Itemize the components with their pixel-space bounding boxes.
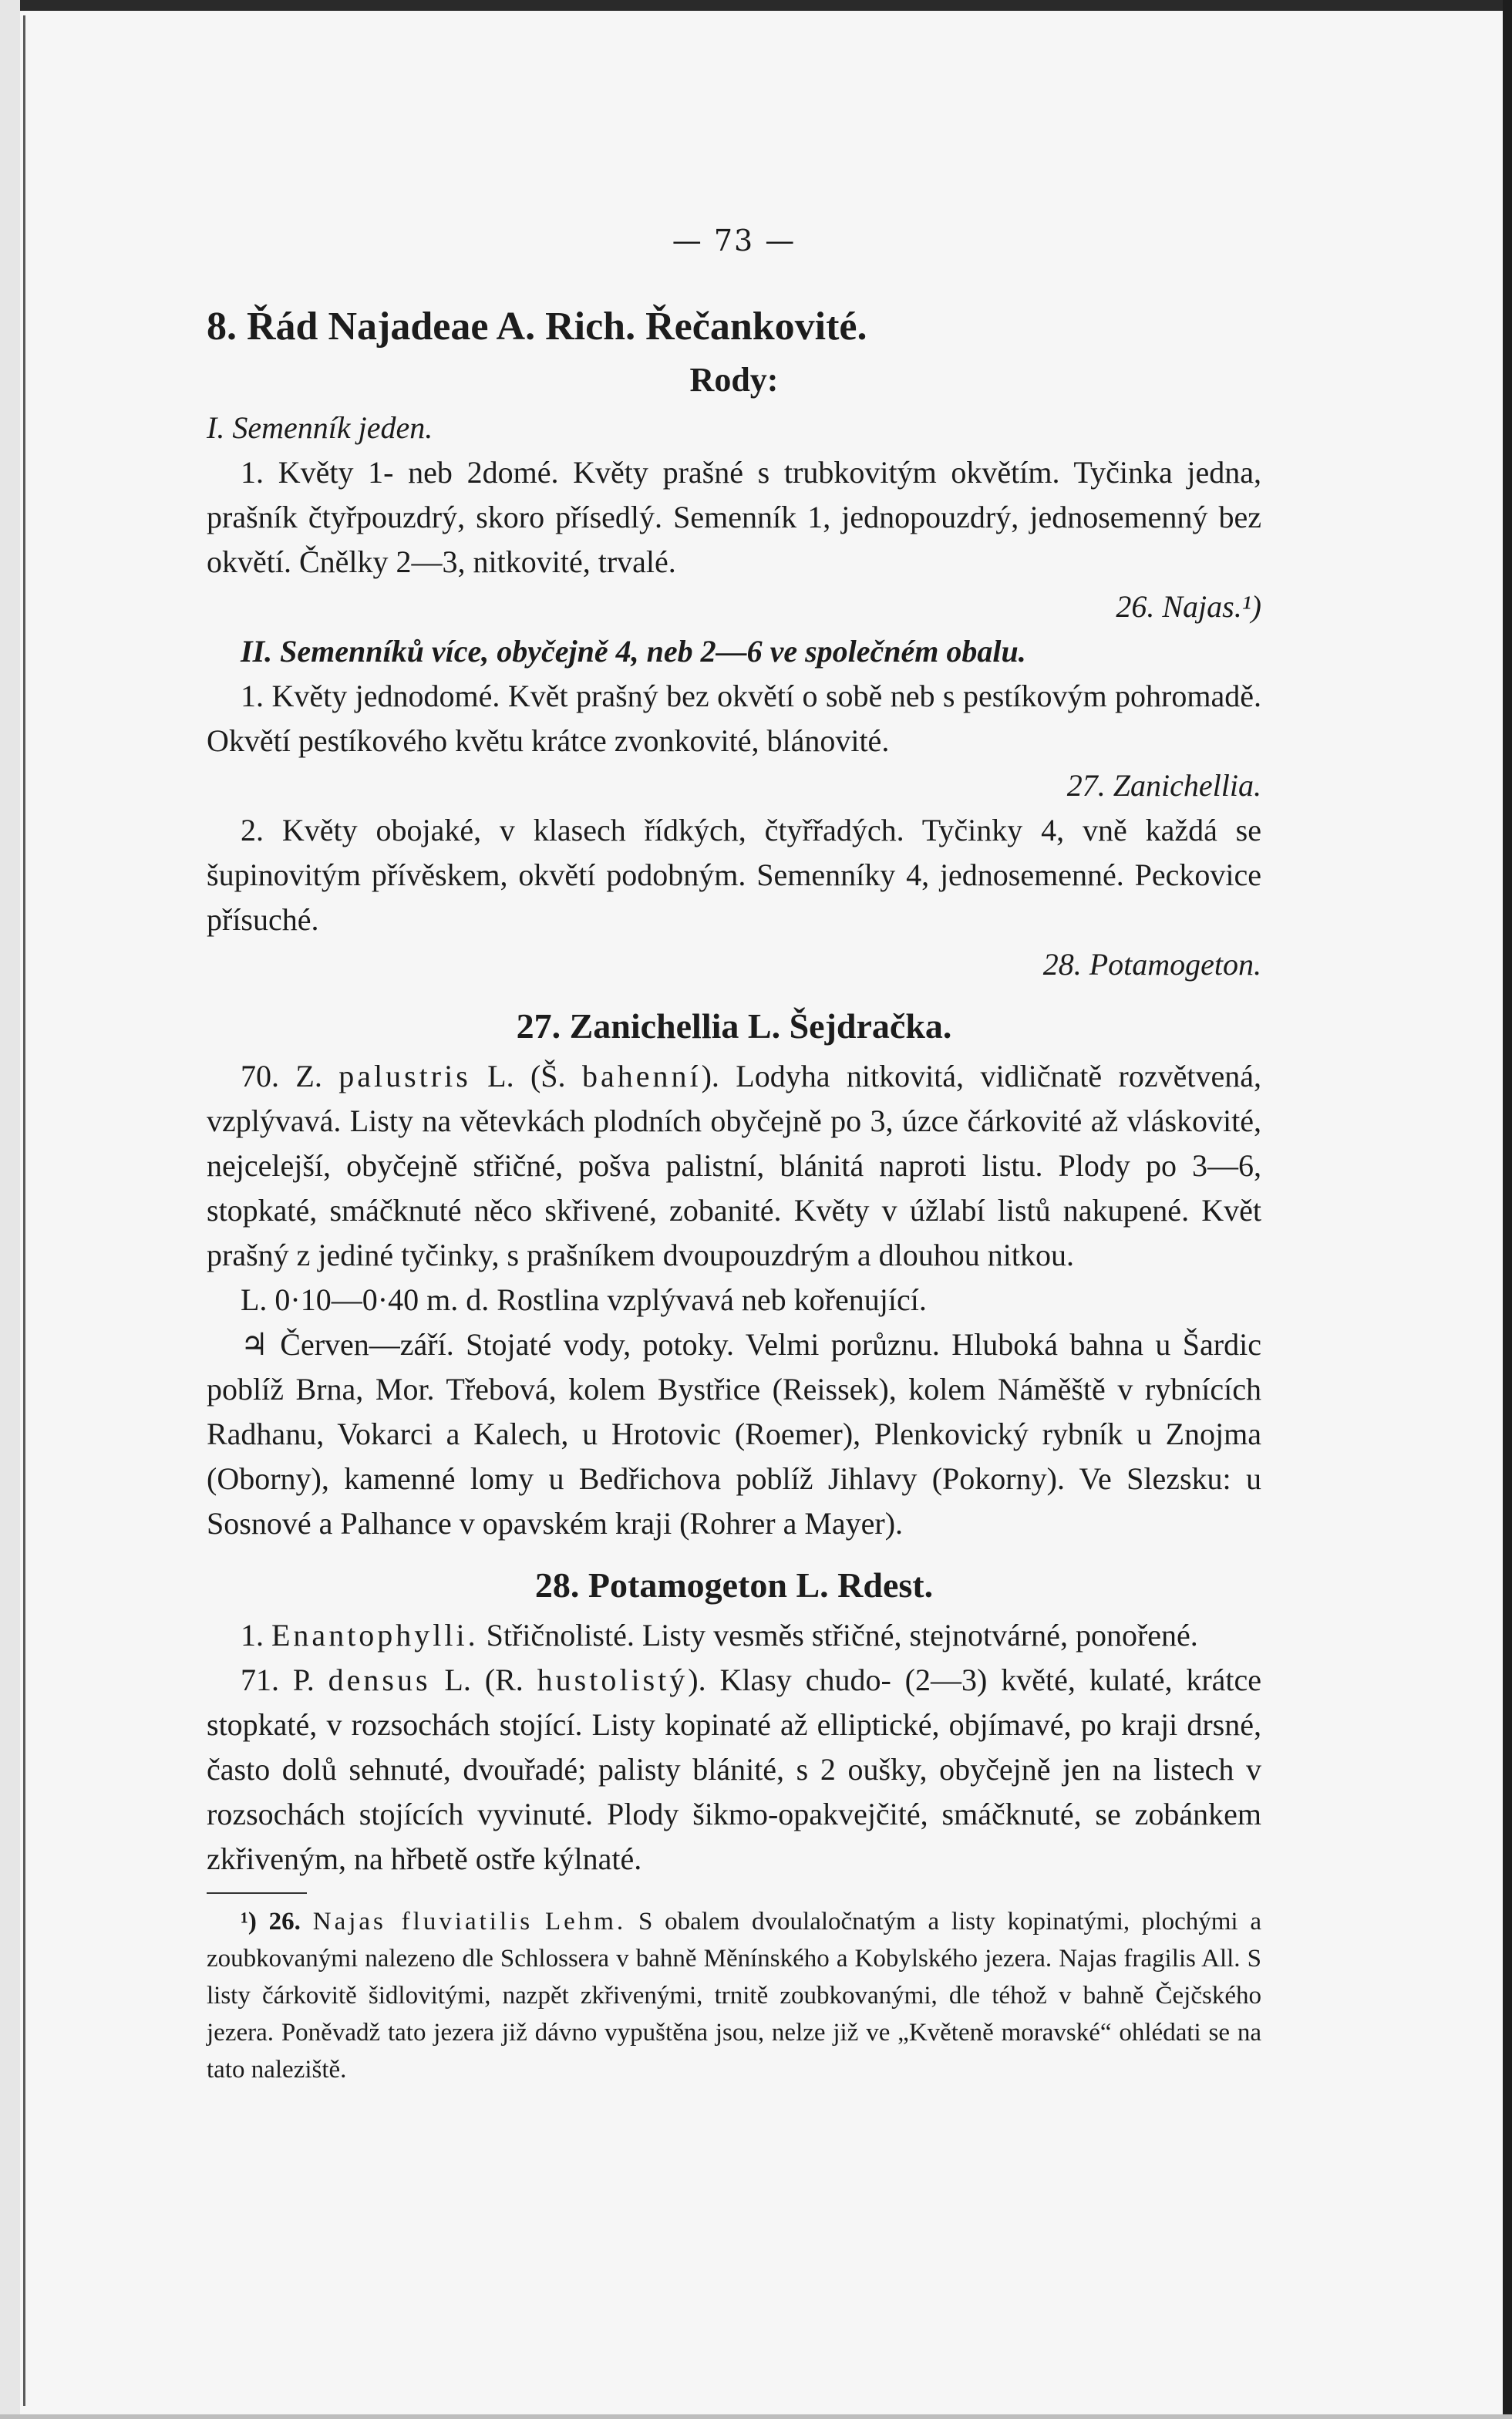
species-description-text: ). Lodyha nitkovitá, vidličnatě rozvětvená, vzplývavá. Listy na větevkách plodních obyčejně po 3, úzce čárkovité až vláskovité, nejcelejší, obyčejně střičné, pošva palistní, blánitá naproti listu. Plody po 3—6, stopkaté, smáčknuté něco skřivené, zobanité. Květy v úžlabí listů nakupené. Květ prašný z jediné tyčinky, s prašníkem dvoupouzdrým a dlouhou nitkou. xyxy=(207,1059,1261,1272)
key-item3-result: 28. Potamogeton. xyxy=(1042,947,1261,982)
potamogeton-group xyxy=(207,1613,1261,1658)
potamogeton-heading: 28. Potamogeton L. Rdest. xyxy=(534,1565,934,1605)
species-description-text: ). Klasy chudo- (2—3) květé, kulaté, krátce stopkaté, v rozsochách stojící. Listy kopinaté až elliptické, objímavé, po kraji drsné, často dolů sehnuté, dvouřadé; palisty blánité, s 2 oušky, obyčejně jen na listech v rozsochách stojících vyvinuté. Plody šikmo-opakvejčité, smáčknuté, se zobánkem zkřiveným, na hřbetě ostře kýlnaté. xyxy=(207,1663,1262,1876)
key-group2-heading: II. Semenníků více, obyčejně 4, neb 2—6 ve společném obalu. xyxy=(241,634,1026,669)
page-number: — 73 — xyxy=(672,224,796,258)
key-item1-result: 26. Najas.¹) xyxy=(1116,589,1261,624)
potamogeton-species-description xyxy=(207,1658,1261,1882)
species-czech-name: bahenní xyxy=(581,1059,702,1093)
zanichellia-heading: 27. Zanichellia L. Šejdračka. xyxy=(516,1006,952,1046)
order-title: 8. Řád Najadeae A. Rich. Řečankovité. xyxy=(207,305,867,349)
scan-line-left xyxy=(23,15,25,2406)
scan-edge-bottom xyxy=(0,2414,1512,2419)
species-author: L. (R. xyxy=(444,1663,524,1697)
rody-heading: Rody: xyxy=(689,361,779,399)
group-name: Enantophylli. xyxy=(271,1618,479,1653)
key-item2-result: 27. Zanichellia. xyxy=(1066,768,1261,803)
zanichellia-species-description xyxy=(207,1054,1261,1278)
species-epithet: densus xyxy=(328,1663,431,1697)
key-item2-text: 1. Květy jednodomé. Květ prašný bez okvětí o sobě neb s pestíkovým pohromadě. Okvětí pestíkového květu krátce zvonkovité, blánovité. xyxy=(207,679,1261,758)
scan-edge-top xyxy=(0,0,1512,11)
species-number: 70. Z. xyxy=(241,1059,322,1093)
zanichellia-habitat: ♃ Červen—září. Stojaté vody, potoky. Velmi porůznu. Hluboká bahna u Šardic poblíž Brna, Mor. Třebová, kolem Bystřice (Reissek), kolem Náměště v rybnících Radhanu, Vokarci a Kalech, u Hrotovic (Roemer), Plenkovický rybník u Znojma (Oborny), kamenné lomy u Bedřichova poblíž Jihlavy (Pokorny). Ve Slezsku: u Sosnové a Palhance v opavském kraji (Rohrer a Mayer). xyxy=(207,1327,1261,1541)
footnote xyxy=(207,1903,1261,2088)
species-epithet: palustris xyxy=(338,1059,471,1093)
footnote-text: S obalem dvoulaločnatým a listy kopinatými, plochými a zoubkovanými nalezeno dle Schlossera v bahně Měnínského a Kobylského jezera. Najas fragilis All. S listy čárkovitě šidlovitými, nazpět zkřivenými, trnitě zoubkovanými, dle téhož v bahně Čejčského jezera. Poněvadž tato jezera již dávno vypuštěna jsou, nelze již ve „Květeně moravské“ ohlédati se na tato naleziště. xyxy=(207,1908,1261,2084)
scan-edge-left xyxy=(0,0,20,2419)
scan-edge-right xyxy=(1503,0,1512,2419)
footnote-author: Lehm. xyxy=(544,1908,627,1936)
footnote-species: Najas fluviatilis xyxy=(312,1908,534,1936)
footnote-marker: ¹) 26. xyxy=(241,1908,301,1936)
group-number: 1. xyxy=(241,1618,264,1653)
zanichellia-size: L. 0·10—0·40 m. d. Rostlina vzplývavá neb kořenující. xyxy=(241,1282,927,1317)
group-description: Střičnolisté. Listy vesměs střičné, stejnotvárné, ponořené. xyxy=(486,1618,1198,1653)
species-author: L. (Š. xyxy=(487,1059,566,1093)
species-number: 71. P. xyxy=(241,1663,315,1697)
page-content xyxy=(207,224,1261,2088)
key-item1-text: 1. Květy 1- neb 2domé. Květy prašné s trubkovitým okvětím. Tyčinka jedna, prašník čtyřpouzdrý, skoro přísedlý. Semenník 1, jednopouzdrý, jednosemenný bez okvětí. Čnělky 2—3, nitkovité, trvalé. xyxy=(207,455,1261,579)
key-item3-text: 2. Květy obojaké, v klasech řídkých, čtyřřadých. Tyčinky 4, vně každá se šupinovitým přívěskem, okvětí podobným. Semenníky 4, jednosemenné. Peckovice přísuché. xyxy=(207,813,1261,937)
footnote-rule xyxy=(207,1892,307,1894)
species-czech-name: hustolistý xyxy=(537,1663,689,1697)
key-group1-heading: I. Semenník jeden. xyxy=(207,410,433,445)
